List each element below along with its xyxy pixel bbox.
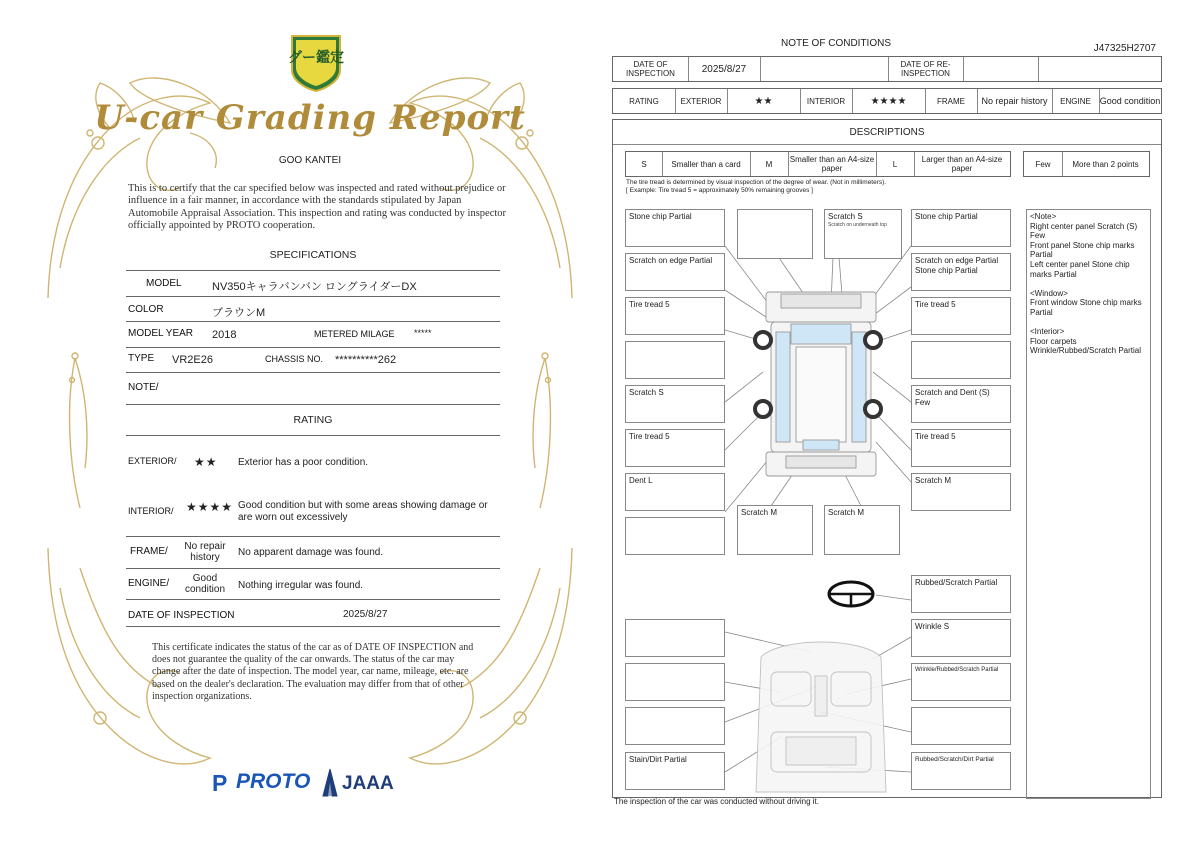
frame-label: FRAME/ xyxy=(130,546,168,557)
reinspection-label: DATE OF RE-INSPECTION xyxy=(900,60,951,78)
jaaa-logo: JAAA xyxy=(342,773,394,794)
engine-label: ENGINE xyxy=(1060,96,1091,106)
ext-box-front-underneath xyxy=(824,209,902,259)
interior-stars: ★★★★ xyxy=(186,500,234,514)
legend-m-desc: Smaller than an A4-size paper xyxy=(789,155,875,173)
engine-label: ENGINE/ xyxy=(128,578,170,589)
int-box-floor-right: Rubbed/Scratch/Dirt Partial xyxy=(911,752,1011,790)
legend-s: S xyxy=(641,159,647,169)
int-box-seat-left xyxy=(625,663,725,701)
jaaa-logo-icon xyxy=(320,768,340,798)
model-label: MODEL xyxy=(146,278,182,289)
divider xyxy=(126,626,500,627)
divider xyxy=(126,321,500,322)
ext-box-left-edge: Scratch on edge Partial xyxy=(625,253,725,291)
badge-text: グー鑑定 xyxy=(288,50,344,66)
legend-few: Few xyxy=(1035,159,1051,169)
specifications-heading: SPECIFICATIONS xyxy=(269,249,357,261)
ext-box-tire-front-left: Tire tread 5 xyxy=(625,297,725,335)
ext-box-left-rear: Dent L xyxy=(625,473,725,511)
divider xyxy=(126,435,500,436)
date-of-inspection-label: DATE OF INSPECTION xyxy=(626,60,675,78)
legend-l: L xyxy=(892,159,898,169)
size-legend xyxy=(625,151,1011,177)
ext-box-front-underneath-label: Scratch S xyxy=(828,212,863,221)
rating-label: RATING xyxy=(629,96,659,106)
type-label: TYPE xyxy=(128,353,155,364)
date-row xyxy=(612,56,1162,82)
ext-box-rear-center-left: Scratch M xyxy=(737,505,813,555)
few-legend xyxy=(1023,151,1150,177)
ext-box-front-left: Stone chip Partial xyxy=(625,209,725,247)
divider xyxy=(126,599,500,600)
divider xyxy=(126,270,500,271)
date-of-inspection-value: 2025/8/27 xyxy=(343,609,388,620)
legend-s-desc: Smaller than a card xyxy=(671,159,741,169)
ext-box-tire-rear-right: Tire tread 5 xyxy=(911,429,1011,467)
exterior-label: EXTERIOR xyxy=(680,96,722,106)
frame-value: No repair history xyxy=(184,541,226,563)
engine-description: Nothing irregular was found. xyxy=(238,580,364,591)
frame-description: No apparent damage was found. xyxy=(238,547,384,558)
interior-stars: ★★★★ xyxy=(870,95,907,107)
ext-box-front-underneath-sub: Scratch on underneath top xyxy=(828,222,887,228)
int-box-mid-right xyxy=(911,707,1011,745)
ext-box-rear-left-bottom xyxy=(625,517,725,555)
exterior-stars: ★★ xyxy=(194,455,218,469)
grading-certificate xyxy=(40,28,580,808)
note-label: NOTE/ xyxy=(128,382,159,393)
model-year-value: 2018 xyxy=(212,329,237,341)
divider xyxy=(126,347,500,348)
interior-description: Good condition but with some areas showing damage or are worn out excessively xyxy=(238,500,488,523)
int-box-dash-right: Wrinkle S xyxy=(911,619,1011,657)
type-value: VR2E26 xyxy=(172,354,213,366)
legend-l-desc: Larger than an A4-size paper xyxy=(921,155,1003,173)
interior-label: INTERIOR/ xyxy=(128,506,174,516)
report-script-title: U-car Grading Report xyxy=(94,98,526,138)
condition-notes: <Note> Right center panel Scratch (S) Few Front panel Stone chip marks Partial Left center panel Stone chip marks Partial <Window> Front window Stone chip marks Partial <Interior> Floor carpets Wrinkle/Rubbed/Scratch Partial xyxy=(1026,209,1151,799)
reference-number: J47325H2707 xyxy=(1093,43,1156,54)
exterior-stars: ★★ xyxy=(754,95,773,107)
mileage-label: METERED MILAGE xyxy=(314,329,395,339)
frame-value: No repair history xyxy=(981,95,1048,106)
descriptions-heading: DESCRIPTIONS xyxy=(849,126,925,138)
model-year-label: MODEL YEAR xyxy=(128,328,194,339)
divider xyxy=(126,568,500,569)
int-box-mid-left xyxy=(625,707,725,745)
ext-box-front-right: Stone chip Partial xyxy=(911,209,1011,247)
issuer-name: GOO KANTEI xyxy=(278,155,342,166)
certificate-disclaimer: This certificate indicates the status of the car as of DATE OF INSPECTION and does not guarantee the quality of the car onwards. The status of the car may change after the date of inspection. The model year, car name, mileage, etc. are based on the dealer's declaration. The evaluation may differ from that of other inspection organizations. xyxy=(152,642,474,702)
color-label: COLOR xyxy=(128,304,164,315)
chassis-label: CHASSIS NO. xyxy=(265,354,324,364)
chassis-value: **********262 xyxy=(335,354,397,366)
reinspection-value xyxy=(963,57,1038,81)
tread-note-line-2: [ Example: Tire tread 5 = approximately 50% remaining grooves ] xyxy=(626,187,813,194)
frame-label: FRAME xyxy=(937,96,965,106)
ext-box-right-rear: Scratch M xyxy=(911,473,1011,511)
ext-box-right-door: Scratch and Dent (S) Few xyxy=(911,385,1011,423)
int-box-seat-right: Wrinkle/Rubbed/Scratch Partial xyxy=(911,663,1011,701)
legend-m: M xyxy=(765,159,773,169)
color-value: ブラウンM xyxy=(212,307,266,319)
ext-box-left-mid xyxy=(625,341,725,379)
date-of-inspection-value: 2025/8/27 xyxy=(701,63,747,75)
date-of-inspection-label: DATE OF INSPECTION xyxy=(128,610,235,621)
ext-box-tire-rear-left: Tire tread 5 xyxy=(625,429,725,467)
certification-text: This is to certify that the car specified below was inspected and rated without prejudice or influence in a fair manner, in accordance with the standards stipulated by Japan Automobile Appraisal Association. This inspection and rating was conducted by inspector officially appointed by PROTO cooperation. xyxy=(128,183,507,232)
divider xyxy=(126,296,500,297)
int-box-dash-left xyxy=(625,619,725,657)
proto-logo-mark: P xyxy=(212,770,228,796)
exterior-label: EXTERIOR/ xyxy=(128,456,177,466)
ext-box-left-door: Scratch S xyxy=(625,385,725,423)
int-box-steering: Rubbed/Scratch Partial xyxy=(911,575,1011,613)
rating-row xyxy=(612,88,1162,114)
engine-value: Good condition xyxy=(1099,95,1161,106)
ext-box-right-edge: Scratch on edge Partial Stone chip Partial xyxy=(911,253,1011,291)
goo-kantei-badge-icon xyxy=(288,30,344,92)
divider xyxy=(126,536,500,537)
rating-heading: RATING xyxy=(293,414,333,426)
engine-value: Good condition xyxy=(184,573,226,595)
tread-note xyxy=(626,179,886,195)
int-box-floor-left: Stain/Dirt Partial xyxy=(625,752,725,790)
ext-box-right-mid xyxy=(911,341,1011,379)
inspection-footnote: The inspection of the car was conducted without driving it. xyxy=(614,797,819,806)
divider xyxy=(126,372,500,373)
model-value: NV350キャラバンバン ロングライダーDX xyxy=(212,281,417,293)
ext-box-front-center xyxy=(737,209,813,259)
note-of-conditions-sheet xyxy=(611,32,1164,812)
tread-note-line-1: The tire tread is determined by visual inspection of the degree of wear. (Not in millimeters). xyxy=(626,179,887,186)
legend-few-desc: More than 2 points xyxy=(1072,159,1139,169)
exterior-description: Exterior has a poor condition. xyxy=(238,457,369,468)
mileage-value: ***** xyxy=(414,328,432,338)
ext-box-tire-front-right: Tire tread 5 xyxy=(911,297,1011,335)
divider xyxy=(126,404,500,405)
interior-label: INTERIOR xyxy=(806,96,846,106)
ext-box-rear-center-right: Scratch M xyxy=(824,505,900,555)
proto-logo: PROTO xyxy=(236,770,311,793)
conditions-title: NOTE OF CONDITIONS xyxy=(781,38,891,49)
